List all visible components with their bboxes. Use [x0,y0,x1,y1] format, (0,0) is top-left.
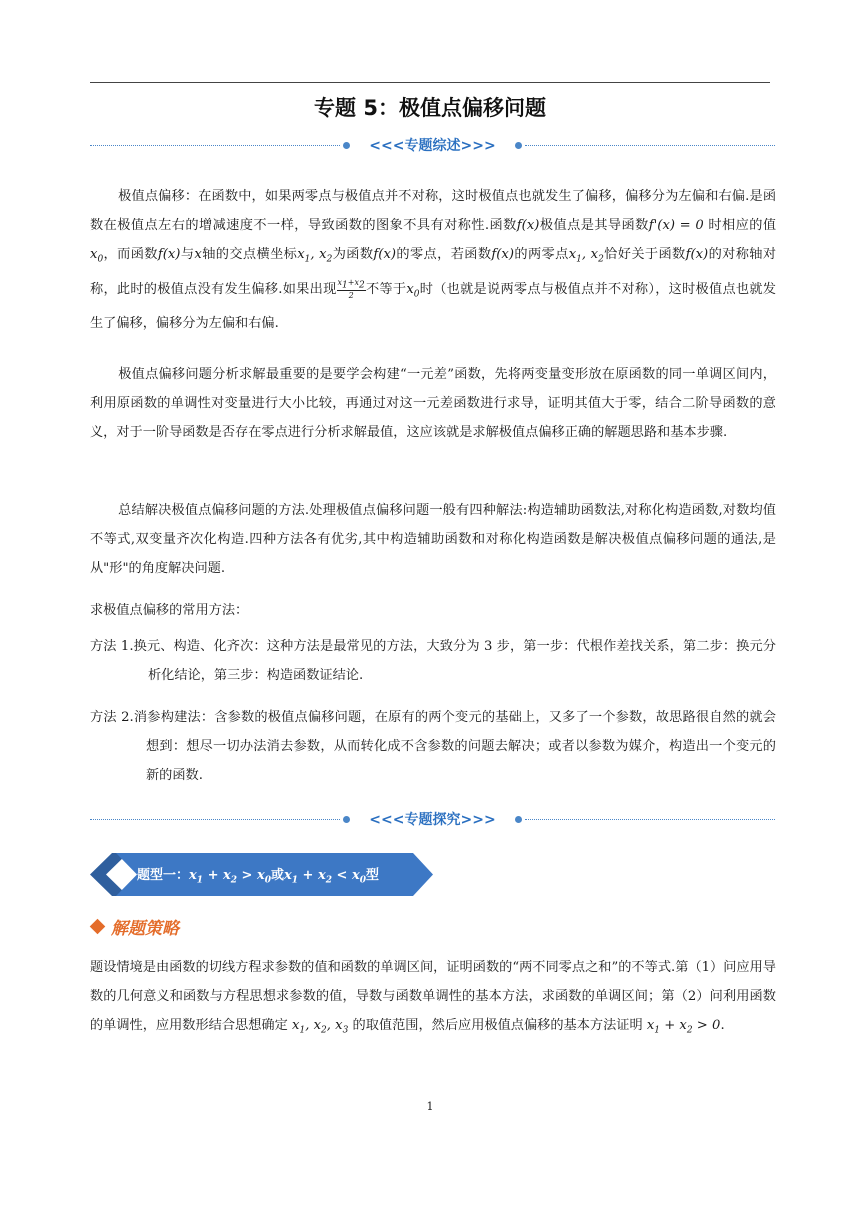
method1-text: 换元、构造、化齐次：这种方法是最常见的方法，大致分为 3 步，第一步：代根作差找关系，第二步：换元分析化结论，第三步：构造函数证结论. [133,639,776,683]
method1-label: 方法 1. [90,639,134,654]
header-rule [90,82,770,83]
paragraph-common-methods: 求极值点偏移的常用方法： [90,603,249,618]
method2-label: 方法 2. [90,710,134,725]
method2-text: 消参构建法：含参数的极值点偏移问题，在原有的两个变元的基础上，又多了一个参数，故思路很自然的就会想到：想尽一切办法消去参数，从而转化成不含参数的问题去解决；或者以参数为媒介，构造出一个变元的新的函数. [133,710,776,783]
section-heading-explore: <<<专题探究>>> [369,812,496,828]
page-title: 专题 5：极值点偏移问题 [314,96,546,120]
question-type-title: 题型一：$x_1 + x_2 > x_0$或$x_1 + x_2 < x_0$型 [137,868,379,886]
paragraph-method-analysis: 极值点偏移问题分析求解最重要的是要学会构建“一元差”函数，先将两变量变形放在原函数的同一单调区间内，利用原函数的单调性对变量进行大小比较，再通过对这一元差函数进行求导，证明其值大于零，结合二阶导函数的意义，对于一阶导函数是否存在零点进行分析求解最值，这应该就是求解极值点偏移正确的解题思路和基本步骤. [90,367,776,440]
page-number: 1 [426,1100,434,1113]
section-divider-overview [90,138,775,154]
method-2 [90,703,776,793]
section-divider-explore [90,812,775,828]
paragraph-strategy: 题设情境是由函数的切线方程求参数的值和函数的单调区间，证明函数的“两不同零点之和”的不等式.第（1）问应用导数的几何意义和函数与方程思想求参数的值，导数与函数单调性的基本方法，求函数的单调区间；第（2）问利用函数的单调性，应用数形结合思想确定 $x_1$, $x_2$, $x_3$ 的取值范围，然后应用极值点偏移的基本方法证明 $x_1 + x_2 > 0$. [90,960,776,1036]
paragraph-four-methods: 总结解决极值点偏移问题的方法.处理极值点偏移问题一般有四种解法:构造辅助函数法,对称化构造函数,对数均值不等式,双变量齐次化构造.四种方法各有优劣,其中构造辅助函数和对称化构造函数是解决极值点偏移问题的通法,是从"形"的角度解决问题. [90,503,776,576]
paragraph-definition: 极值点偏移：在函数中，如果两零点与极值点并不对称，这时极值点也就发生了偏移，偏移分为左偏和右偏.是函数在极值点左右的增减速度不一样，导致函数的图象不具有对称性.函数f(x)极值点是其导函数f'(x) = 0 时相应的值$x_0$，而函数f(x)与x轴的交点横坐标$x_1$, $x_2$为函数f(x)的零点，若函数f(x)的两零点$x_1$, $x_2$恰好关于函数f(x)的对称轴对称，此时的极值点没有发生偏移.如果出现 $\frac{x_1+x_2}{2}$ 不等于$x_0$时（也就是说两零点与极值点并不对称），这时极值点也就发生了偏移，偏移分为左偏和右偏. [90,189,777,332]
diamond-bullet-icon [90,919,106,935]
fraction-x1-plus-x2-over-2: $\frac{x_1+x_2}{2}$ [337,277,365,301]
section-heading-overview: <<<专题综述>>> [369,138,496,154]
method-1 [90,632,776,692]
